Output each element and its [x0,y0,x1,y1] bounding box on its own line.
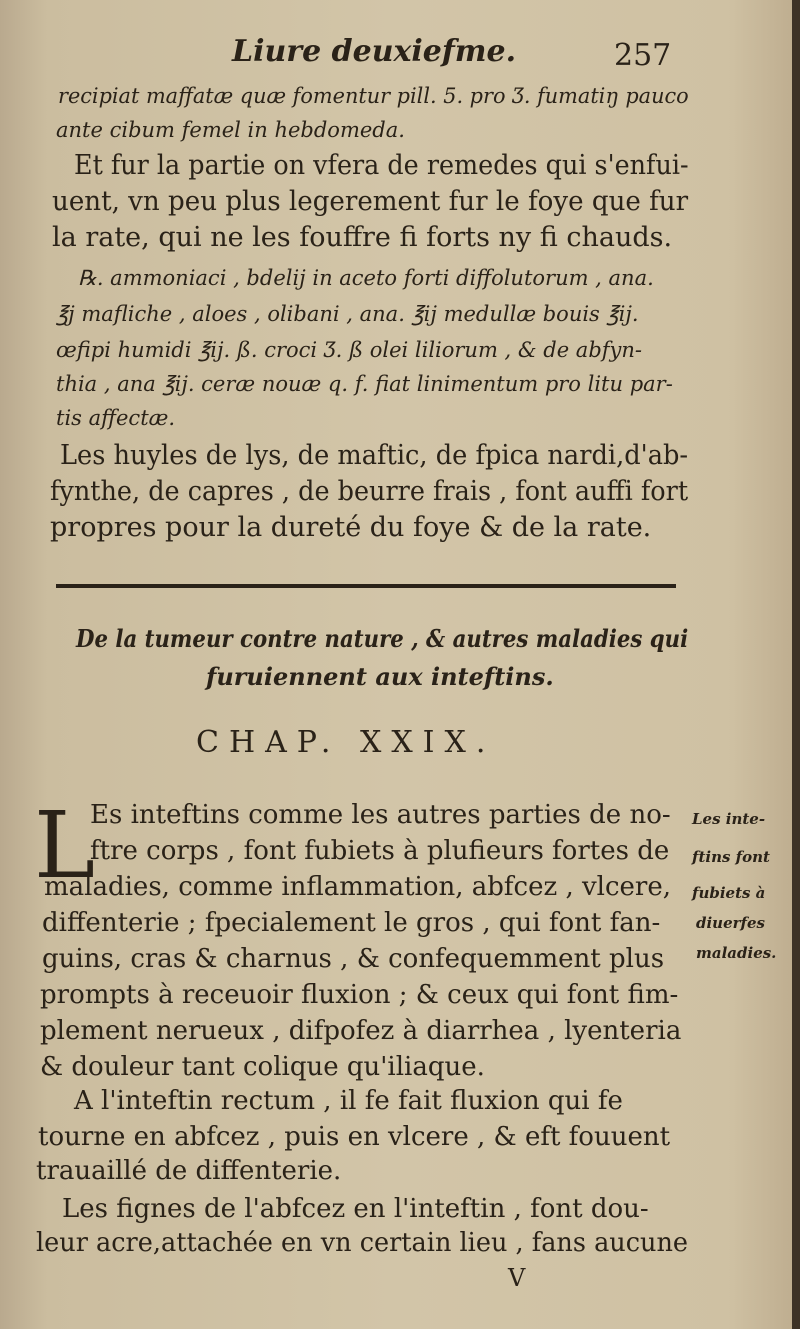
body-line: A l'inteftin rectum , il fe fait fluxion qui fe [74,1086,623,1116]
recipe-line: ℥j mafliche , aloes , olibani , ana. ℥ij medullæ bouis ℥ij. [56,302,639,326]
body-line: tourne en abfcez , puis en vlcere , & eft fouuent [38,1122,671,1152]
body-line: prompts à receuoir fluxion ; & ceux qui font fim- [40,980,679,1010]
body-line: maladies, comme inflammation, abfcez , vlcere, [44,872,672,902]
body-line: ftre corps , font fubiets à plufieurs fortes de [90,836,670,866]
margin-note-line: fubiets à [692,884,766,902]
recipe-line: ℞. ammoniaci , bdelij in aceto forti diffolutorum , ana. [78,266,654,290]
chapter-heading: CHAP. XXIX. [196,725,496,760]
body-line: plement nerueux , difpofez à diarrhea , lyenteria [40,1016,682,1046]
margin-note-line: diuerfes [696,914,765,932]
body-line: Les fignes de l'abfcez en l'inteftin , font dou- [62,1194,649,1224]
chapter-title-line: De la tumeur contre nature , & autres maladies qui [76,624,689,653]
body-line: trauaillé de diffenterie. [36,1156,342,1186]
recipe-line: œfipi humidi ℥ij. ß. croci Ʒ. ß olei liliorum , & de abfyn- [56,338,643,362]
body-line: & douleur tant colique qu'iliaque. [40,1052,485,1082]
page-edge [792,0,800,1329]
text-line: uent, vn peu plus legerement fur le foye que fur [52,186,689,217]
signature-mark: V [508,1264,526,1292]
text-line: la rate, qui ne les fouffre fi forts ny fi chauds. [52,222,673,253]
recipe-line: thia , ana ℥ij. ceræ nouæ q. f. fiat linimentum pro litu par- [56,372,673,396]
text-line: propres pour la dureté du foye & de la rate. [50,512,652,543]
body-line: diffenterie ; fpecialement le gros , qui font fan- [42,908,661,938]
running-header-title: Liure deuxiefme. [232,34,517,69]
text-line: Les huyles de lys, de maftic, de fpica nardi,d'ab- [60,440,689,471]
recipe-line: tis affectæ. [56,406,176,430]
body-line: leur acre,attachée en vn certain lieu , fans aucune [36,1228,689,1258]
body-line: Es inteftins comme les autres parties de no- [90,800,671,830]
margin-note-line: maladies. [696,944,777,962]
margin-note-line: Les inte- [692,810,766,828]
text-line: Et fur la partie on vfera de remedes qui s'enfui- [74,150,689,181]
text-line: fynthe, de capres , de beurre frais , font auffi fort [50,476,689,507]
chapter-title-line: furuiennent aux inteftins. [206,662,554,691]
body-line: guins, cras & charnus , & confequemment plus [42,944,665,974]
drop-cap: L [34,792,96,899]
text-line: ante cibum femel in hebdomeda. [56,118,405,142]
page-number: 257 [614,38,672,73]
section-divider [56,584,676,588]
margin-note-line: ftins font [692,848,770,866]
text-line: recipiat maffatæ quæ fomentur pill. 5. pro Ʒ. fumatiŋ pauco [58,84,689,108]
